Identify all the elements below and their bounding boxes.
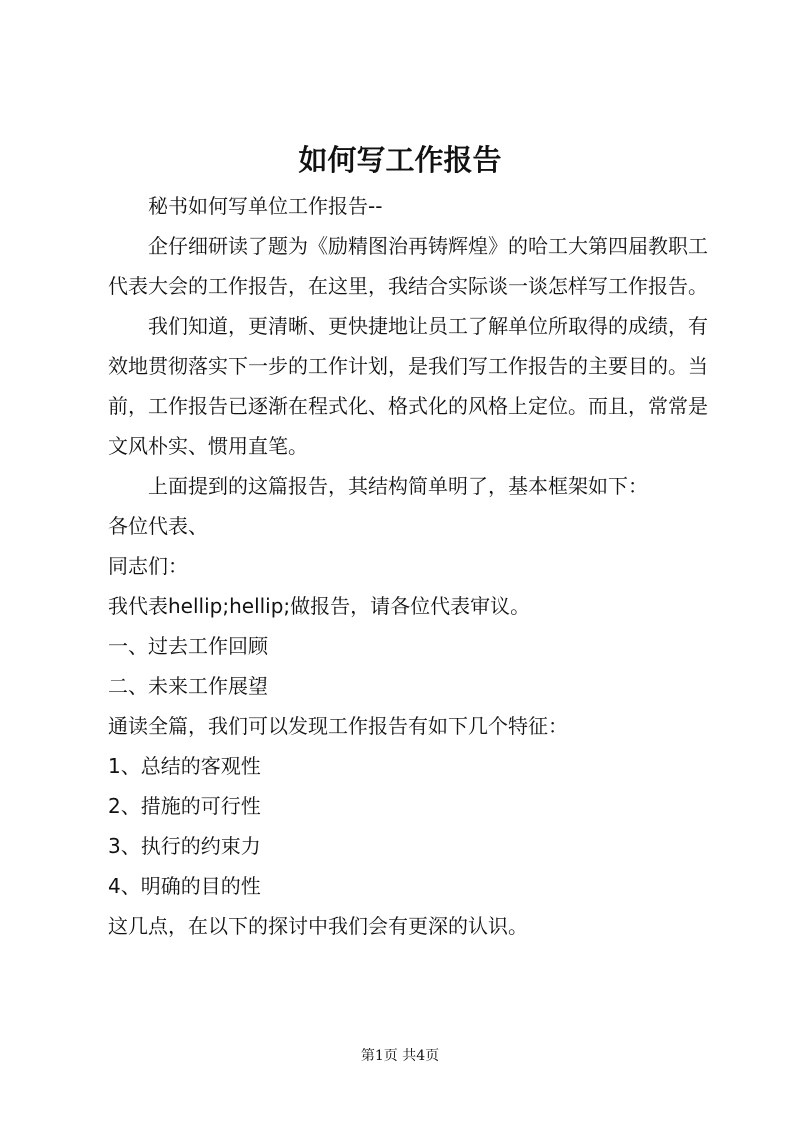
feature-item-2: 2、措施的可行性 [108,794,261,818]
paragraph-intro: 企仔细研读了题为《励精图治再铸辉煌》的哈工大第四届教职工代表大会的工作报告，在这里，我结合实际谈一谈怎样写工作报告。 [108,234,708,298]
paragraph-conclusion: 这几点，在以下的探讨中我们会有更深的认识。 [108,914,528,938]
framework-line-report: 我代表hellip;hellip;做报告，请各位代表审议。 [108,594,531,618]
framework-line-greeting: 各位代表、 [108,514,208,538]
paragraph-structure: 上面提到的这篇报告，其结构简单明了，基本框架如下： [148,474,648,498]
feature-item-4: 4、明确的目的性 [108,874,261,898]
framework-line-outlook: 二、未来工作展望 [108,674,268,698]
feature-item-1: 1、总结的客观性 [108,754,261,778]
paragraph-subtitle: 秘书如何写单位工作报告-- [148,194,383,218]
framework-line-review: 一、过去工作回顾 [108,634,268,658]
paragraph-features-intro: 通读全篇，我们可以发现工作报告有如下几个特征： [108,714,568,738]
framework-line-comrades: 同志们： [108,554,188,578]
page-number: 第1页 共4页 [360,1048,440,1064]
feature-item-3: 3、执行的约束力 [108,834,261,858]
paragraph-purpose: 我们知道，更清晰、更快捷地让员工了解单位所取得的成绩，有效地贯彻落实下一步的工作计划，是我们写工作报告的主要目的。当前，工作报告已逐渐在程式化、格式化的风格上定位。而且，常常是文风朴实、惯用直笔。 [108,314,708,458]
document-title: 如何写工作报告 [298,143,502,177]
document-body [108,186,708,946]
